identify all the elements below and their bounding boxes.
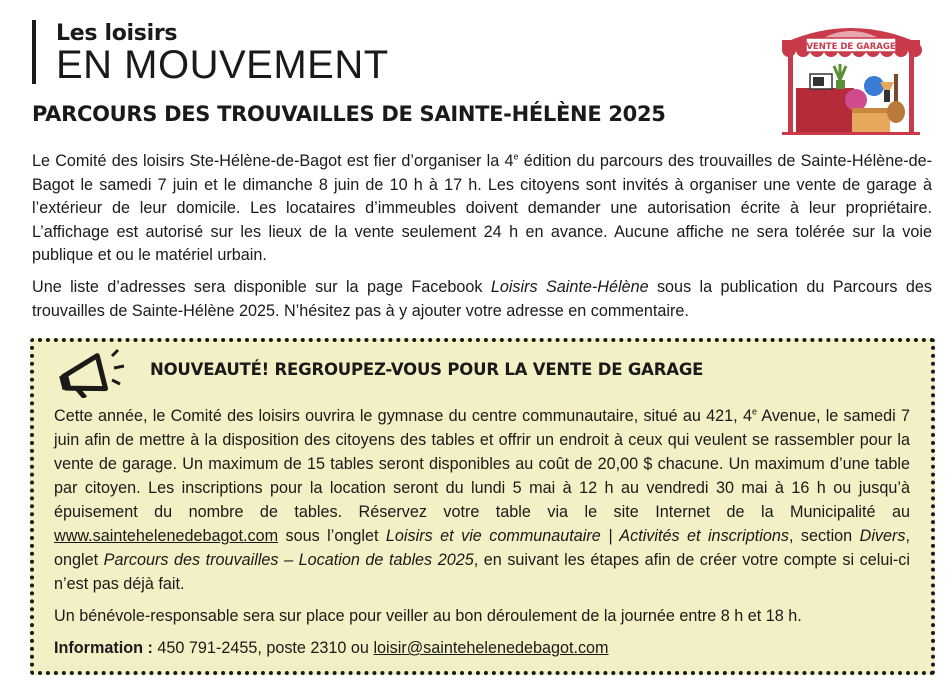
website-link[interactable]: www.saintehelenedebagot.com bbox=[54, 527, 279, 545]
email-link[interactable]: loisir@saintehelenedebagot.com bbox=[373, 639, 609, 657]
page-title: PARCOURS DES TROUVAILLES DE SAINTE-HÉLÈNE 2025 bbox=[32, 102, 666, 126]
section-header bbox=[32, 20, 389, 87]
intro-text bbox=[32, 150, 932, 323]
facebook-page-name: Loisirs Sainte-Hélène bbox=[490, 277, 649, 296]
intro-paragraph-2: Une liste d’adresses sera disponible sur la page Facebook Loisirs Sainte-Hélène sous la publication du Parcours des trouvailles de Sainte-Hélène 2025. N’hésitez pas à y ajouter votre adresse en commentaire. bbox=[32, 277, 932, 320]
megaphone-icon bbox=[54, 348, 130, 398]
info-label: Information : bbox=[54, 639, 153, 657]
garage-sale-stand-icon bbox=[776, 16, 926, 136]
box-text bbox=[54, 404, 910, 660]
header-main: EN MOUVEMENT bbox=[56, 43, 389, 87]
box-paragraph-2: Un bénévole-responsable sera sur place pour veiller au bon déroulement de la journée entre 8 h et 18 h. bbox=[54, 607, 802, 625]
header-kicker: Les loisirs bbox=[56, 21, 178, 46]
intro-paragraph-1: Le Comité des loisirs Ste-Hélène-de-Bagot est fier d’organiser la 4e édition du parcours des trouvailles de Sainte-Hélène-de-Bagot le samedi 7 juin et le dimanche 8 juin de 10 h à 17 h. Les citoyens sont invités à organiser une vente de garage à l’extérieur de leur domicile. Les locataires d’immeubles doivent demander une autorisation écrite à leur propriétaire. L’affichage est autorisé sur les lieux de la vente seulement 24 h en avance. Aucune affiche ne sera tolérée sur la voie publique et ou le matériel urbain. bbox=[32, 151, 932, 265]
box-paragraph-1: Cette année, le Comité des loisirs ouvrira le gymnase du centre communautaire, situé au 421, 4e Avenue, le samedi 7 juin afin de mettre à la disposition des citoyens des tables et offrir un endroit à ceux qui veulent se rassembler pour la vente de garage. Un maximum de 15 tables seront disponibles au coût de 20,00 $ chacune. Un maximum d’une table par citoyen. Les inscriptions pour la location seront du lundi 5 mai à 12 h au vendredi 30 mai à 16 h ou jusqu’à épuisement du nombre de tables. Réservez votre table via le site Internet de la Municipalité au www.saintehelenedebagot.com sous l’onglet Loisirs et vie communautaire | Activités et inscriptions, section Divers, onglet Parcours des trouvailles – Location de tables 2025, en suivant les étapes afin de créer votre compte si celui-ci n’est pas déjà fait. bbox=[54, 406, 911, 593]
contact-info: Information : 450 791-2455, poste 2310 ou loisir@saintehelenedebagot.com bbox=[54, 639, 609, 657]
garage-sale-sign-text: VENTE DE GARAGE bbox=[806, 42, 896, 52]
box-title: NOUVEAUTÉ! REGROUPEZ-VOUS POUR LA VENTE DE GARAGE bbox=[150, 360, 704, 379]
news-box bbox=[30, 338, 935, 675]
